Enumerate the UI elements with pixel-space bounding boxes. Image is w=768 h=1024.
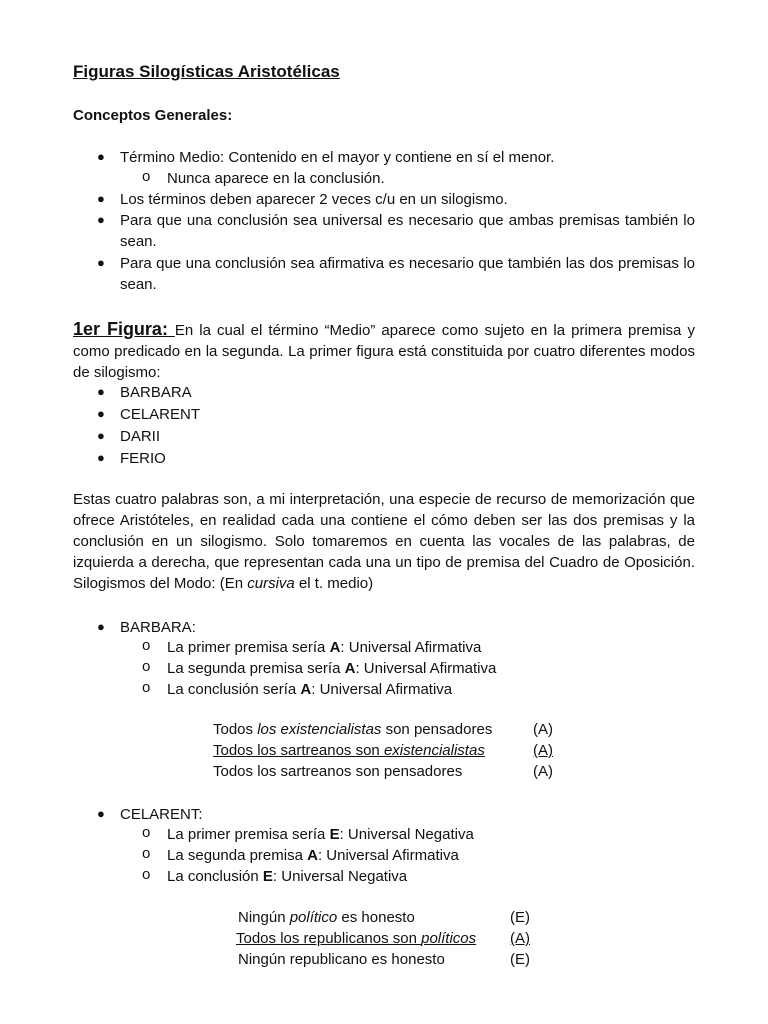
premise-type: (A) (533, 763, 553, 780)
item-text: La segunda premisa (167, 847, 308, 864)
concept-2: Los términos deben aparecer 2 veces c/u en un silogismo. (120, 191, 508, 208)
explanation-italic: cursiva (247, 575, 295, 592)
concept-1 (120, 147, 554, 168)
concept-1-sub: Nunca aparece en la conclusión. (167, 170, 385, 187)
item-text: La conclusión (167, 868, 263, 885)
explanation-text: Estas cuatro palabras son, a mi interpretación, una especie de recurso de memorización que ofrece Aristóteles, en realidad cada una contiene el cómo deben ser las dos premisas y la conclusión en un silogismo. Solo tomaremos en cuenta las vocales de las palabras, de izquierda a derecha, que representan cada una un tipo de premisa del Cuadro de Oposición. Silogismos del Modo: (En (73, 491, 695, 592)
premise-text: Todos los republicanos son (236, 930, 422, 947)
page-title: Figuras Silogísticas Aristotélicas (73, 62, 340, 81)
premise-text: Todos los sartreanos son (213, 742, 384, 759)
figure1-paragraph (73, 319, 695, 383)
concept-1-label: Término Medio: (120, 149, 225, 166)
item-text: : Universal Afirmativa (340, 639, 482, 656)
middle-term: los existencialistas (257, 721, 382, 738)
premise-text: es honesto (337, 909, 415, 926)
sub-bullet-icon: o (142, 845, 151, 862)
item-letter: A (344, 660, 356, 677)
item-text: La primer premisa sería (167, 826, 330, 843)
bullet-icon: ● (97, 191, 105, 206)
sub-bullet-icon: o (142, 824, 151, 841)
bullet-icon: ● (97, 406, 105, 421)
bullet-icon: ● (97, 806, 105, 821)
barbara-premise-1 (213, 719, 492, 740)
celarent-premise-1 (238, 907, 415, 928)
celarent-conclusion (238, 949, 445, 970)
mode-barbara: BARBARA (120, 384, 192, 401)
mode-celarent: CELARENT (120, 406, 201, 423)
figure1-heading: 1er Figura: (73, 319, 175, 339)
sub-bullet-icon: o (142, 679, 151, 696)
premise-type: (A) (533, 721, 553, 738)
item-text: La segunda premisa sería (167, 660, 345, 677)
celarent-item-2 (167, 845, 459, 866)
bullet-icon: ● (97, 619, 105, 634)
item-letter: E (329, 826, 340, 843)
concept-1-text: Contenido en el mayor y contiene en sí el menor. (224, 149, 555, 166)
item-letter: E (262, 868, 273, 885)
barbara-item-1 (167, 637, 481, 658)
concept-3: Para que una conclusión sea universal es necesario que ambas premisas también lo sean. (120, 212, 695, 250)
bullet-icon: ● (97, 450, 105, 465)
mode-darii: DARII (120, 428, 161, 445)
item-text: : Universal Negativa (272, 868, 408, 885)
item-text: La primer premisa sería (167, 639, 330, 656)
barbara-premise-2 (213, 740, 526, 761)
explanation-text-end: el t. medio) (294, 575, 374, 592)
item-letter: A (300, 681, 312, 698)
concept-4: Para que una conclusión sea afirmativa es necesario que también las dos premisas lo sean. (120, 255, 695, 293)
mode-ferio: FERIO (120, 450, 166, 467)
sub-bullet-icon: o (142, 637, 151, 654)
premise-text: son pensadores (381, 721, 493, 738)
item-text: La conclusión sería (167, 681, 301, 698)
celarent-premise-2 (236, 928, 476, 949)
middle-term: políticos (421, 930, 477, 947)
barbara-label: BARBARA: (120, 619, 196, 636)
premise-type: (A) (533, 742, 553, 759)
sub-bullet-icon: o (142, 658, 151, 675)
bullet-icon: ● (97, 255, 105, 270)
section-heading: Conceptos Generales: (73, 107, 233, 124)
item-text: : Universal Afirmativa (355, 660, 497, 677)
sub-bullet-icon: o (142, 168, 151, 185)
item-text: : Universal Negativa (339, 826, 474, 843)
item-text: : Universal Afirmativa (311, 681, 453, 698)
item-letter: A (329, 639, 341, 656)
middle-term: político (289, 909, 338, 926)
item-text: : Universal Afirmativa (317, 847, 459, 864)
figure1-text: En la cual el término “Medio” aparece como sujeto en la primera premisa y como predicado en la segunda. La primer figura está constituida por cuatro diferentes modos de silogismo: (73, 322, 695, 381)
bullet-icon: ● (97, 384, 105, 399)
premise-type: (E) (510, 951, 530, 968)
premise-type: (A) (510, 930, 530, 947)
bullet-icon: ● (97, 212, 105, 227)
barbara-item-3 (167, 679, 452, 700)
middle-term: existencialistas (383, 742, 485, 759)
sub-bullet-icon: o (142, 866, 151, 883)
explanation-paragraph (73, 489, 695, 594)
premise-text: Todos (213, 721, 258, 738)
item-letter: A (307, 847, 318, 864)
bullet-icon: ● (97, 428, 105, 443)
conclusion-text: Todos los sartreanos son pensadores (213, 763, 463, 780)
celarent-item-1 (167, 824, 474, 845)
premise-text: Ningún (238, 909, 290, 926)
barbara-item-2 (167, 658, 496, 679)
conclusion-text: Ningún republicano es honesto (238, 951, 445, 968)
premise-type: (E) (510, 909, 530, 926)
barbara-conclusion (213, 761, 462, 782)
celarent-item-3 (167, 866, 407, 887)
celarent-label: CELARENT: (120, 806, 203, 823)
bullet-icon: ● (97, 149, 105, 164)
